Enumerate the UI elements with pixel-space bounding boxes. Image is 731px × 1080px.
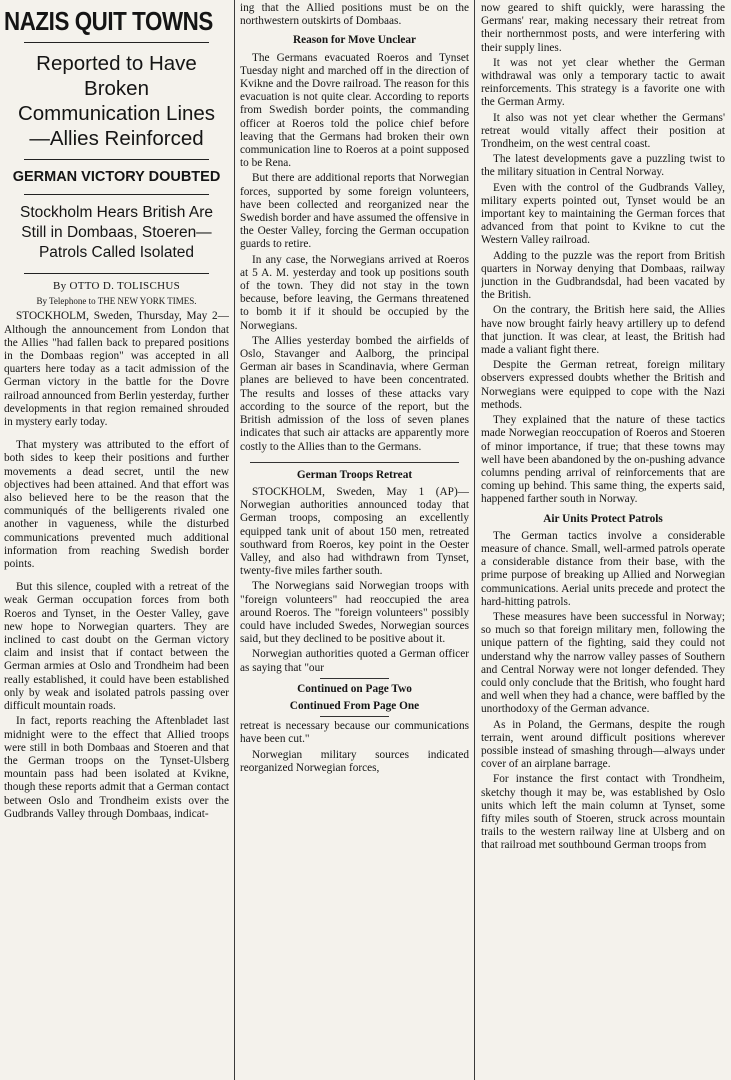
deck-line: —Allies Reinforced (29, 127, 204, 150)
column-2 (240, 2, 469, 1080)
subheading: Air Units Protect Patrols (543, 512, 663, 525)
article-paragraph: On the contrary, the British here said, the Allies have now brought fairly heavy artillery up to defend that junction. It was clear, at least, the British had made a valiant fight there. (481, 304, 725, 357)
article-paragraph: In any case, the Norwegians arrived at Roeros at 5 A. M. yesterday and took up positions south of the town. They did not stay in the town because, before leaving, the Germans threatened to bomb it if it should be occupied by the Norwegians. (240, 253, 469, 332)
article-paragraph: But there are additional reports that Norwegian forces, supported by some foreign volunteers, have been collected and reorganized near the Swedish border and have assumed the offensive in the Oester Valley, forcing the German occupation guards to retire. (240, 172, 469, 251)
article-paragraph: In fact, reports reaching the Aftenbladet last midnight were to the effect that Allied troops were still in both Dombaas and Stoeren and that the German troops on the Tynset-Ulsberg mountain pass had been isolated at Kvikne, though these reports admit that a German contact between Oslo and Trondheim exists over the Gudbrands Valley through Dombaas, indicat- (4, 715, 229, 820)
headline-divider (24, 273, 209, 274)
article-paragraph: Adding to the puzzle was the report from British quarters in Norway denying that Dombaas, railway junction in the Gudbrandsdal, had been vacated by the British. (481, 249, 725, 302)
article-paragraph: It also was not yet clear whether the Germans' retreat would vitally affect their position at Trondheim, on the west central coast. (481, 111, 725, 151)
wire-credit: By Telephone to THE NEW YORK TIMES. (36, 296, 197, 307)
article-paragraph: Norwegian authorities quoted a German officer as saying that "our (240, 648, 469, 674)
jump-divider (320, 716, 389, 717)
article-paragraph: The Germans evacuated Roeros and Tynset Tuesday night and marched off in the direction of Kvikne and the Dovre railroad. The reason for this evacuation is not quite clear. According to reports from Swedish border points, the commanding officer at Roeros told the police chief before leaving that the Germans had broken their own communication line to Roeros at a point supposed to be Rena. (240, 51, 469, 170)
byline: By OTTO D. TOLISCHUS (52, 280, 181, 292)
article-paragraph: They explained that the nature of these tactics made Norwegian reoccupation of Roeros and Stoeren of minor importance, if true; that these towns may well have been abandoned by the on-pushing advance columns pending arrival of reinforcements that are coming up behind. This same thing, the experts said, happened farther south in Norway. (481, 414, 725, 506)
deck-line: Patrols Called Isolated (38, 244, 195, 261)
deck-line: Still in Dombaas, Stoeren— (21, 224, 212, 241)
article-paragraph: ing that the Allied positions must be on the northwestern outskirts of Dombaas. (240, 2, 469, 28)
column-3 (481, 2, 725, 1080)
headline-divider (24, 42, 209, 43)
headline-divider (24, 159, 209, 160)
article-paragraph: These measures have been successful in Norway; so much so that foreign military men, following the unique pattern of the fighting, said they could not understand why the narrow valley passes of Southern and Central Norway were not longer defended. They could only conclude that the British, who fought hard and well when they had a chance, were baffled by the unorthodoxy of the German advance. (481, 610, 725, 716)
article-paragraph: It was not yet clear whether the German withdrawal was only a temporary tactic to await reinforcements. This strategy is a favorite one with the German Army. (481, 56, 725, 109)
article-paragraph: retreat is necessary because our communications have been cut." (240, 720, 469, 746)
article-paragraph: Despite the German retreat, foreign military observers expressed doubts whether the British and Norwegians were equipped to cope with the Nazi methods. (481, 359, 725, 411)
article-paragraph: STOCKHOLM, Sweden, May 1 (AP)—Norwegian authorities announced today that German troops, composing an excellently equipped tank unit of about 150 men, retreated southward from Roeros, key point in the Oester Valley, and also had withdrawn from Tynset, twenty-five miles farther south. (240, 485, 469, 578)
article-paragraph: That mystery was attributed to the effort of both sides to keep their positions and further movements a dead secret, until the new objectives had been attained. And that effort was also believed here to be the reason that the communiqués of the belligerents rivaled one another in vagueness, while the disturbed communications prevented much additional information from reaching Swedish border points. (4, 439, 229, 571)
article-paragraph: The Norwegians said Norwegian troops with "foreign volunteers" had reoccupied the area around Roeros. The "foreign volunteers" possibly could have included Swedes, Norwegian sources said, but they declined to be positive about it. (240, 580, 469, 646)
subheading: Reason for Move Unclear (292, 34, 417, 47)
article-paragraph: As in Poland, the Germans, despite the rough terrain, went around difficult positions wherever possible instead of smashing through—always under cover of an airplane barrage. (481, 718, 725, 771)
article-paragraph: The Allies yesterday bombed the airfields of Oslo, Stavanger and Aalborg, the principal German air bases in Scandinavia, where German planes are believed to have been concentrated. The results and losses of these attacks vary according to the source of the report, but the British admission of the loss of seven planes indicates that such air attacks are apparently more costly to the Allies than to the Germans. (240, 334, 469, 453)
headline-deck-3 (4, 203, 229, 263)
deck-line: Reported to Have Broken (36, 52, 197, 100)
headline-deck-2: GERMAN VICTORY DOUBTED (12, 169, 221, 185)
article-paragraph: now geared to shift quickly, were harassing the Germans' rear, making necessary their retreat from their northernmost posts, and were interfering with their supply lines. (481, 2, 725, 54)
article-paragraph: For instance the first contact with Trondheim, sketchy though it may be, was established by Oslo units which left the main column at Tynset, some fifty miles south of Stoeren, struck across mountain trails to the western railway line at Ulsberg and on that railroad met southbound German troops from (481, 773, 725, 852)
article-paragraph: But this silence, coupled with a retreat of the weak German occupation forces from both Roeros and Tynset, in the Oester Valley, gave new hope to Norwegian quarters. They are inclined to cast doubt on the German victory claim and insist that if contact between the German armies at Oslo and Trondheim had been really established, it could have been established only by weak and isolated patrols passing over difficult mountain roads. (4, 581, 229, 713)
article-paragraph: STOCKHOLM, Sweden, Thursday, May 2—Although the announcement from London that the Allies "had fallen back to prepared positions in the Dombaas region" was accepted in all quarters here today as a tacit admission of the German victory in the battle for the Dovre railroad announced from Berlin yesterday, further developments in that region remained shrouded in mystery early today. (4, 310, 229, 429)
column-1 (4, 2, 229, 1080)
column-rule (234, 0, 235, 1080)
jump-divider (320, 678, 389, 679)
article-paragraph: The latest developments gave a puzzling twist to the military situation in Central Norway. (481, 153, 725, 179)
continued-on-line: Continued on Page Two (297, 682, 412, 695)
section-divider (250, 462, 459, 463)
headline-deck-1 (4, 51, 229, 151)
headline-divider (24, 194, 209, 195)
article-paragraph: Even with the control of the Gudbrands Valley, military experts pointed out, Tynset would be an important key to maintaining the German forces that advanced from that point to Kvikne to cut the Western Valley railroad. (481, 181, 725, 247)
article-paragraph: The German tactics involve a considerable measure of chance. Small, well-armed patrols operate a considerable distance from their base, with the prime purpose of breaking up Allied and Norwegian communications. Aerial units precede and protect the hard-hitting patrols. (481, 529, 725, 608)
column-rule (474, 0, 475, 1080)
deck-line: Stockholm Hears British Are (20, 204, 213, 221)
deck-line: Communication Lines (17, 102, 216, 125)
subheading: German Troops Retreat (296, 468, 413, 481)
article-paragraph: Norwegian military sources indicated reorganized Norwegian forces, (240, 748, 469, 774)
continued-from-line: Continued From Page One (289, 699, 420, 712)
main-headline: NAZIS QUIT TOWNS (4, 6, 213, 36)
